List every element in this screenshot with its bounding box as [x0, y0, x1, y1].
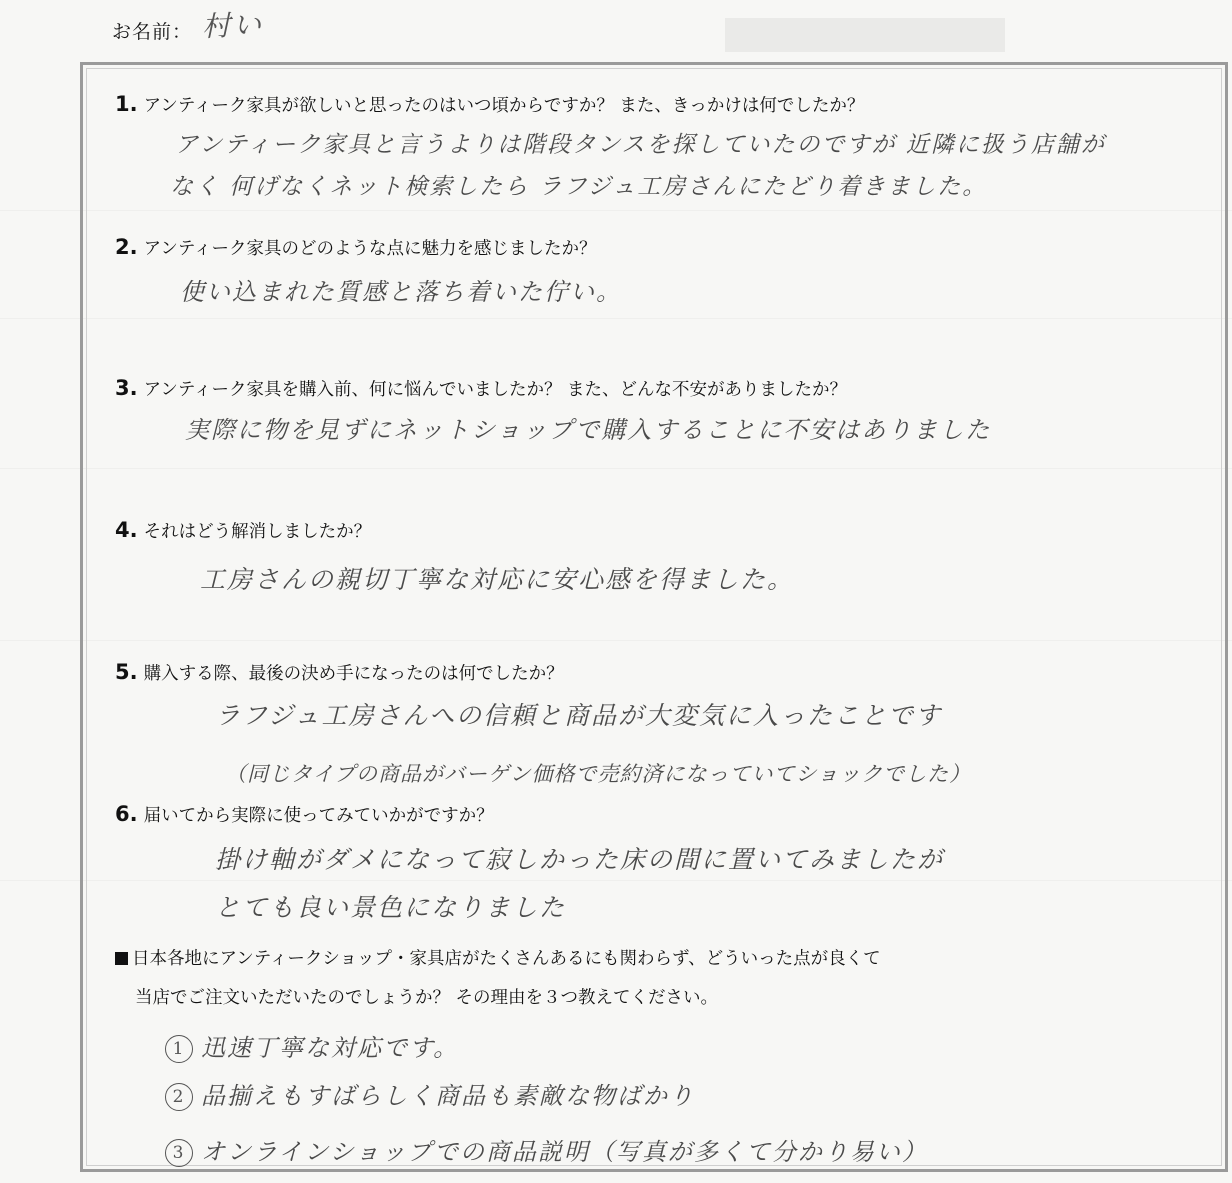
name-value: 村い — [201, 7, 265, 44]
question-text: アンティーク家具を購入前、何に悩んでいましたか？ また、どんな不安がありましたか？ — [143, 380, 848, 400]
answer-1-line-1: アンティーク家具と言うよりは階段タンスを探していたのですが 近隣に扱う店舗が — [175, 132, 1106, 158]
reason-2 — [165, 1076, 695, 1111]
reason-text: オンラインショップでの商品説明（写真が多くて分かり易い） — [201, 1138, 928, 1166]
answer-4-line-1: 工房さんの親切丁寧な対応に安心感を得ました。 — [200, 565, 795, 594]
answer-1-line-2: なく 何げなくネット検索したら ラフジュ工房さんにたどり着きました。 — [170, 174, 988, 200]
answer-6-line-2: とても良い景色になりました — [215, 893, 567, 922]
circled-number-icon: 3 — [165, 1139, 193, 1167]
name-label: お名前： — [112, 21, 193, 43]
question-text: 届いてから実際に使ってみていかがですか？ — [143, 806, 494, 826]
question-text: アンティーク家具のどのような点に魅力を感じましたか？ — [143, 239, 597, 259]
answer-3-line-1: 実際に物を見ずにネットショップで購入することに不安はありました — [185, 416, 992, 444]
question-3 — [115, 376, 847, 401]
final-question-line-1 — [115, 945, 881, 970]
question-number: 2. — [115, 235, 138, 259]
question-number: 3. — [115, 376, 138, 400]
question-text: アンティーク家具が欲しいと思ったのはいつ頃からですか？ また、きっかけは何でしたか？ — [143, 96, 865, 116]
question-number: 4. — [115, 518, 138, 542]
reason-text: 迅速丁寧な対応です。 — [201, 1034, 460, 1062]
question-6 — [115, 802, 494, 827]
circled-number-icon: 2 — [165, 1083, 193, 1111]
circled-number-icon: 1 — [165, 1035, 193, 1063]
answer-6-line-1: 掛け軸がダメになって寂しかった床の間に置いてみましたが — [215, 845, 945, 874]
answer-5-line-1: ラフジュ工房さんへの信頼と商品が大変気に入ったことです — [215, 701, 943, 730]
question-number: 1. — [115, 92, 138, 116]
question-5 — [115, 660, 564, 685]
reason-3 — [165, 1132, 928, 1167]
answer-2-line-1: 使い込まれた質感と落ち着いた佇い。 — [180, 278, 622, 306]
bleed-through-tab — [725, 18, 1005, 52]
question-number: 5. — [115, 660, 138, 684]
name-row — [112, 7, 265, 44]
question-1 — [115, 92, 864, 117]
answer-5-line-2: （同じタイプの商品がバーゲン価格で売約済になっていてショックでした） — [225, 762, 972, 786]
question-text: 購入する際、最後の決め手になったのは何でしたか？ — [143, 664, 564, 684]
question-number: 6. — [115, 802, 138, 826]
question-text: それはどう解消しましたか？ — [143, 522, 372, 542]
reason-text: 品揃えもすばらしく商品も素敵な物ばかり — [201, 1082, 695, 1110]
final-question-line-2 — [135, 984, 718, 1009]
reason-1 — [165, 1028, 459, 1063]
final-question-text-1: 日本各地にアンティークショップ・家具店がたくさんあるにも関わらず、どういった点が良くて — [132, 949, 881, 969]
question-2 — [115, 235, 597, 260]
square-bullet-icon — [115, 952, 128, 965]
question-4 — [115, 518, 371, 543]
final-question-text-2: 当店でご注文いただいたのでしょうか？ その理由を３つ教えてください。 — [135, 988, 719, 1008]
